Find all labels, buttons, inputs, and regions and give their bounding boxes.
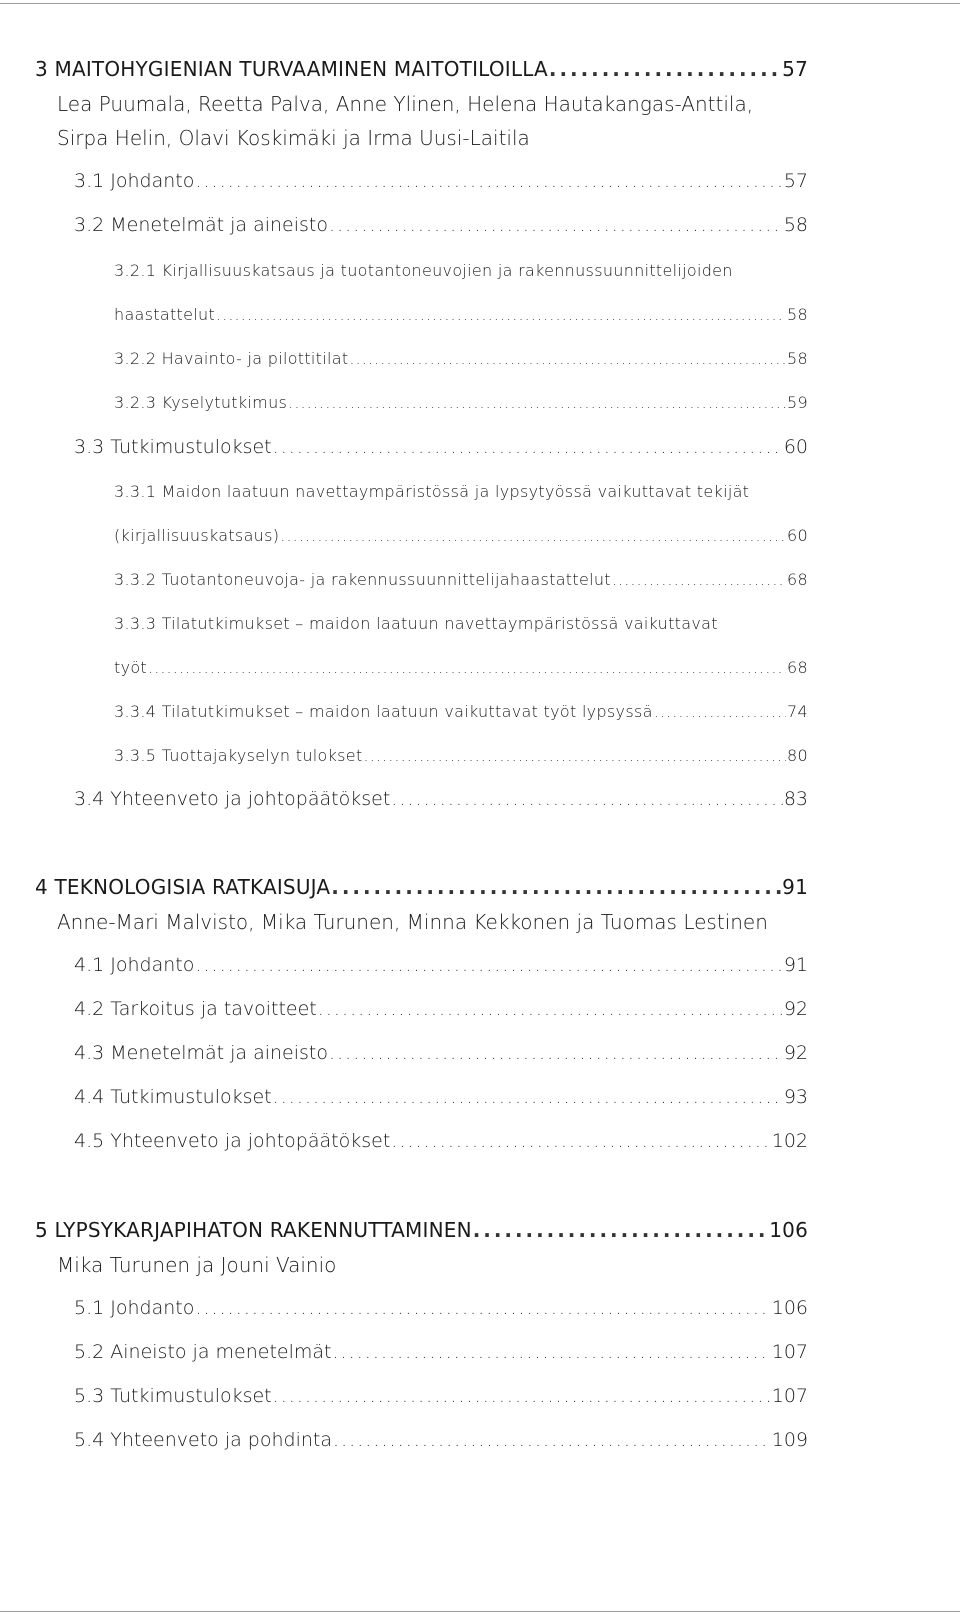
dot-leader <box>331 875 781 899</box>
page-number: 58 <box>787 305 808 324</box>
toc-entry-3-1[interactable] <box>74 170 808 192</box>
entry-title: 4.3 Menetelmät ja aineisto <box>74 1042 328 1064</box>
toc-entry-5-3[interactable] <box>74 1385 808 1407</box>
page-number: 92 <box>783 1042 808 1064</box>
page-number: 58 <box>783 214 808 236</box>
chapter-4-authors: Anne-Mari Malvisto, Mika Turunen, Minna Kekkonen ja Tuomas Lestinen <box>57 910 768 934</box>
dot-leader <box>391 1130 770 1152</box>
dot-leader <box>333 1429 771 1451</box>
page-number: 58 <box>787 349 808 368</box>
toc-entry-3-3-1[interactable] <box>114 526 808 545</box>
chapter-5-authors: Mika Turunen ja Jouni Vainio <box>57 1253 337 1277</box>
dot-leader <box>391 788 783 810</box>
toc-entry-4-2[interactable] <box>74 998 808 1020</box>
page-number: 83 <box>783 788 808 810</box>
page-number: 60 <box>787 526 808 545</box>
toc-entry-3-4[interactable] <box>74 788 808 810</box>
chapter-4-entry[interactable] <box>35 875 808 899</box>
page-number: 106 <box>769 1218 808 1242</box>
toc-entry-3-2-1[interactable] <box>114 305 808 324</box>
toc-entry-4-5[interactable] <box>74 1130 808 1152</box>
entry-title: 3.3.5 Tuottajakyselyn tulokset <box>114 746 363 765</box>
page-number: 109 <box>771 1429 808 1451</box>
chapter-3-entry[interactable] <box>35 57 808 81</box>
chapter-5-entry[interactable] <box>35 1218 808 1242</box>
dot-leader <box>273 1385 771 1407</box>
dot-leader <box>612 570 786 589</box>
dot-leader <box>216 305 786 324</box>
dot-leader <box>349 349 786 368</box>
page-number: 91 <box>782 875 808 899</box>
toc-entry-3-3-3[interactable] <box>114 658 808 677</box>
toc-entry-3-2-1-line-1: 3.2.1 Kirjallisuuskatsaus ja tuotantoneuvojien ja rakennussuunnittelijoiden <box>114 261 733 280</box>
entry-title: 5.1 Johdanto <box>74 1297 195 1319</box>
toc-entry-3-3-4[interactable] <box>114 702 808 721</box>
chapter-title: 3 MAITOHYGIENIAN TURVAAMINEN MAITOTILOILLA <box>35 57 548 81</box>
toc-entry-5-1[interactable] <box>74 1297 808 1319</box>
chapter-title: 5 LYPSYKARJAPIHATON RAKENNUTTAMINEN <box>35 1218 472 1242</box>
entry-title: 4.1 Johdanto <box>74 954 195 976</box>
entry-title: 3.2.3 Kyselytutkimus <box>114 393 288 412</box>
entry-title: 4.2 Tarkoitus ja tavoitteet <box>74 998 317 1020</box>
dot-leader <box>273 436 783 458</box>
entry-title: haastattelut <box>114 305 216 324</box>
entry-title: 3.4 Yhteenveto ja johtopäätökset <box>74 788 391 810</box>
entry-title: 4.4 Tutkimustulokset <box>74 1086 272 1108</box>
entry-title: 4.5 Yhteenveto ja johtopäätökset <box>74 1130 391 1152</box>
page-number: 60 <box>783 436 808 458</box>
entry-title: 5.2 Aineisto ja menetelmät <box>74 1341 332 1363</box>
toc-entry-5-2[interactable] <box>74 1341 808 1363</box>
dot-leader <box>195 170 782 192</box>
toc-entry-3-2[interactable] <box>74 214 808 236</box>
entry-title: 5.3 Tutkimustulokset <box>74 1385 272 1407</box>
entry-title: 3.1 Johdanto <box>74 170 195 192</box>
chapter-3-authors-line-1: Lea Puumala, Reetta Palva, Anne Ylinen, Helena Hautakangas-Anttila, <box>57 92 754 116</box>
page-number: 102 <box>771 1130 808 1152</box>
page-number: 93 <box>783 1086 808 1108</box>
dot-leader <box>273 1086 783 1108</box>
dot-leader <box>280 526 786 545</box>
page-number: 59 <box>787 393 808 412</box>
page-number: 74 <box>787 702 808 721</box>
page-number: 57 <box>783 170 808 192</box>
dot-leader <box>148 658 786 677</box>
toc-entry-3-2-2[interactable] <box>114 349 808 368</box>
toc-entry-5-4[interactable] <box>74 1429 808 1451</box>
toc-entry-4-4[interactable] <box>74 1086 808 1108</box>
toc-entry-3-3-5[interactable] <box>114 746 808 765</box>
entry-title: (kirjallisuuskatsaus) <box>114 526 280 545</box>
bottom-rule <box>0 1611 960 1612</box>
entry-title: 3.2.2 Havainto- ja pilottitilat <box>114 349 349 368</box>
page-number: 68 <box>787 570 808 589</box>
dot-leader <box>288 393 786 412</box>
entry-title: 3.3 Tutkimustulokset <box>74 436 272 458</box>
dot-leader <box>332 1341 770 1363</box>
toc-entry-3-3-3-line-1: 3.3.3 Tilatutkimukset – maidon laatuun navettaympäristössä vaikuttavat <box>114 614 718 633</box>
dot-leader <box>195 1297 770 1319</box>
page-number: 107 <box>771 1341 808 1363</box>
page-number: 80 <box>787 746 808 765</box>
page-number: 57 <box>782 57 808 81</box>
entry-title: 5.4 Yhteenveto ja pohdinta <box>74 1429 332 1451</box>
dot-leader <box>473 1218 768 1242</box>
chapter-title: 4 TEKNOLOGISIA RATKAISUJA <box>35 875 331 899</box>
dot-leader <box>364 746 787 765</box>
entry-title: 3.2 Menetelmät ja aineisto <box>74 214 328 236</box>
toc-entry-4-3[interactable] <box>74 1042 808 1064</box>
page-number: 107 <box>771 1385 808 1407</box>
toc-entry-4-1[interactable] <box>74 954 808 976</box>
dot-leader <box>654 702 786 721</box>
entry-title: 3.3.4 Tilatutkimukset – maidon laatuun vaikuttavat työt lypsyssä <box>114 702 653 721</box>
toc-entry-3-3-2[interactable] <box>114 570 808 589</box>
entry-title: työt <box>114 658 148 677</box>
toc-entry-3-3[interactable] <box>74 436 808 458</box>
dot-leader <box>329 214 783 236</box>
dot-leader <box>329 1042 783 1064</box>
page-number: 92 <box>783 998 808 1020</box>
chapter-3-authors-line-2: Sirpa Helin, Olavi Koskimäki ja Irma Uusi-Laitila <box>57 126 530 150</box>
page-number: 106 <box>771 1297 808 1319</box>
top-rule <box>0 3 960 4</box>
dot-leader <box>318 998 783 1020</box>
entry-title: 3.3.2 Tuotantoneuvoja- ja rakennussuunnittelijahaastattelut <box>114 570 611 589</box>
toc-entry-3-2-3[interactable] <box>114 393 808 412</box>
dot-leader <box>195 954 782 976</box>
toc-entry-3-3-1-line-1: 3.3.1 Maidon laatuun navettaympäristössä ja lypsytyössä vaikuttavat tekijät <box>114 482 750 501</box>
dot-leader <box>549 57 781 81</box>
page-number: 91 <box>783 954 808 976</box>
page-number: 68 <box>787 658 808 677</box>
